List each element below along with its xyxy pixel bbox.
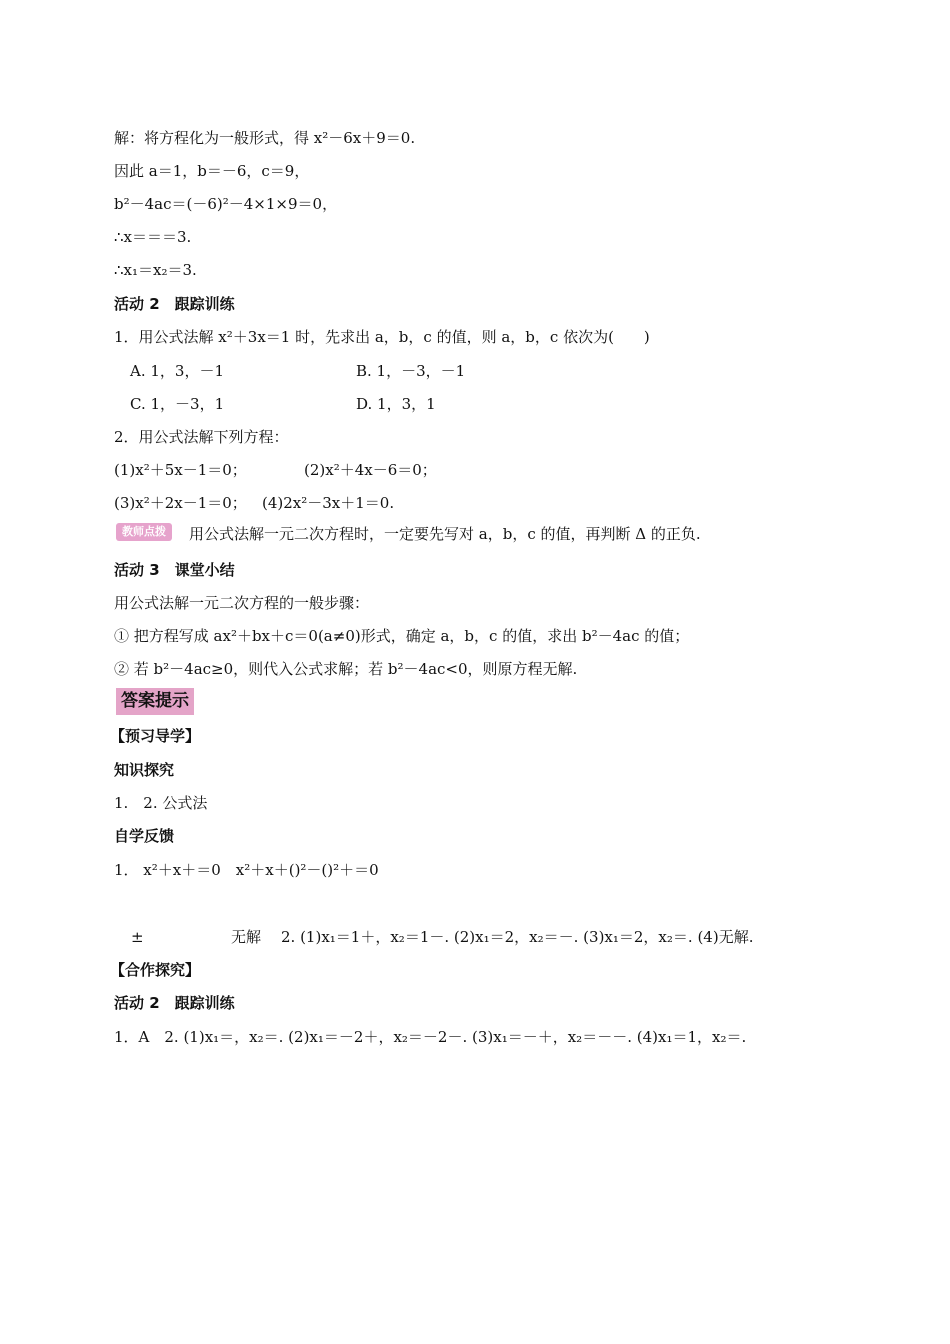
option-b: B. 1，－3，－1 bbox=[356, 362, 466, 380]
solution-line-5: ∴x₁＝x₂＝3. bbox=[114, 261, 197, 279]
option-c: C. 1，－3，1 bbox=[130, 395, 225, 413]
question-1: 1．用公式法解 x²＋3x＝1 时，先求出 a，b，c 的值，则 a，b，c 依次为( ) bbox=[114, 328, 650, 346]
knowledge-answer: 1. 2. 公式法 bbox=[114, 794, 208, 812]
answers-badge: 答案提示 bbox=[116, 688, 194, 715]
knowledge-heading: 知识探究 bbox=[114, 761, 175, 779]
feedback-line-2: 2. (1)x₁＝1＋，x₂＝1－. (2)x₁＝2，x₂＝－. (3)x₁＝2，x₂＝. (4)无解. bbox=[281, 928, 754, 946]
solution-line-1: 解：将方程化为一般形式，得 x²－6x＋9＝0. bbox=[114, 129, 416, 147]
answers-activity2-heading: 活动 2 跟踪训练 bbox=[114, 994, 235, 1012]
teacher-tip-text: 用公式法解一元二次方程时，一定要先写对 a，b，c 的值，再判断 Δ 的正负. bbox=[189, 525, 701, 543]
plus-minus-sign: ± bbox=[131, 928, 144, 946]
summary-step-1: ① 把方程写成 ax²＋bx＋c＝0(a≠0)形式，确定 a，b，c 的值，求出 b²－4ac 的值； bbox=[114, 627, 690, 645]
coop-heading: 【合作探究】 bbox=[110, 961, 201, 979]
activity3-heading: 活动 3 课堂小结 bbox=[114, 561, 235, 579]
solution-line-3: b²－4ac＝(－6)²－4×1×9＝0， bbox=[114, 195, 338, 213]
solution-line-4: ∴x＝＝＝3. bbox=[114, 228, 192, 246]
activity2-heading: 活动 2 跟踪训练 bbox=[114, 295, 235, 313]
solution-line-2: 因此 a＝1，b＝－6，c＝9， bbox=[114, 162, 310, 180]
no-solution-text: 无解 bbox=[231, 928, 262, 946]
preview-heading: 【预习导学】 bbox=[110, 727, 201, 745]
summary-step-2: ② 若 b²－4ac≥0，则代入公式求解；若 b²－4ac<0，则原方程无解. bbox=[114, 660, 578, 678]
teacher-tip-badge: 教师点拨 bbox=[116, 523, 172, 541]
equation-4: (4)2x²－3x＋1＝0. bbox=[262, 494, 395, 512]
equation-2: (2)x²＋4x－6＝0； bbox=[304, 461, 437, 479]
answers-activity2-line: 1．A 2. (1)x₁＝，x₂＝. (2)x₁＝－2＋，x₂＝－2－. (3)x₁＝－＋，x₂＝－－. (4)x₁＝1，x₂＝. bbox=[114, 1028, 747, 1046]
feedback-line-1: 1． x²＋x＋＝0 x²＋x＋()²－()²＋＝0 bbox=[114, 861, 379, 879]
equation-3: (3)x²＋2x－1＝0； bbox=[114, 494, 247, 512]
option-d: D. 1，3，1 bbox=[356, 395, 436, 413]
feedback-heading: 自学反馈 bbox=[114, 827, 175, 845]
equation-1: (1)x²＋5x－1＝0； bbox=[114, 461, 247, 479]
option-a: A. 1，3，－1 bbox=[130, 362, 224, 380]
summary-intro: 用公式法解一元二次方程的一般步骤： bbox=[114, 594, 370, 612]
question-2: 2．用公式法解下列方程： bbox=[114, 428, 289, 446]
